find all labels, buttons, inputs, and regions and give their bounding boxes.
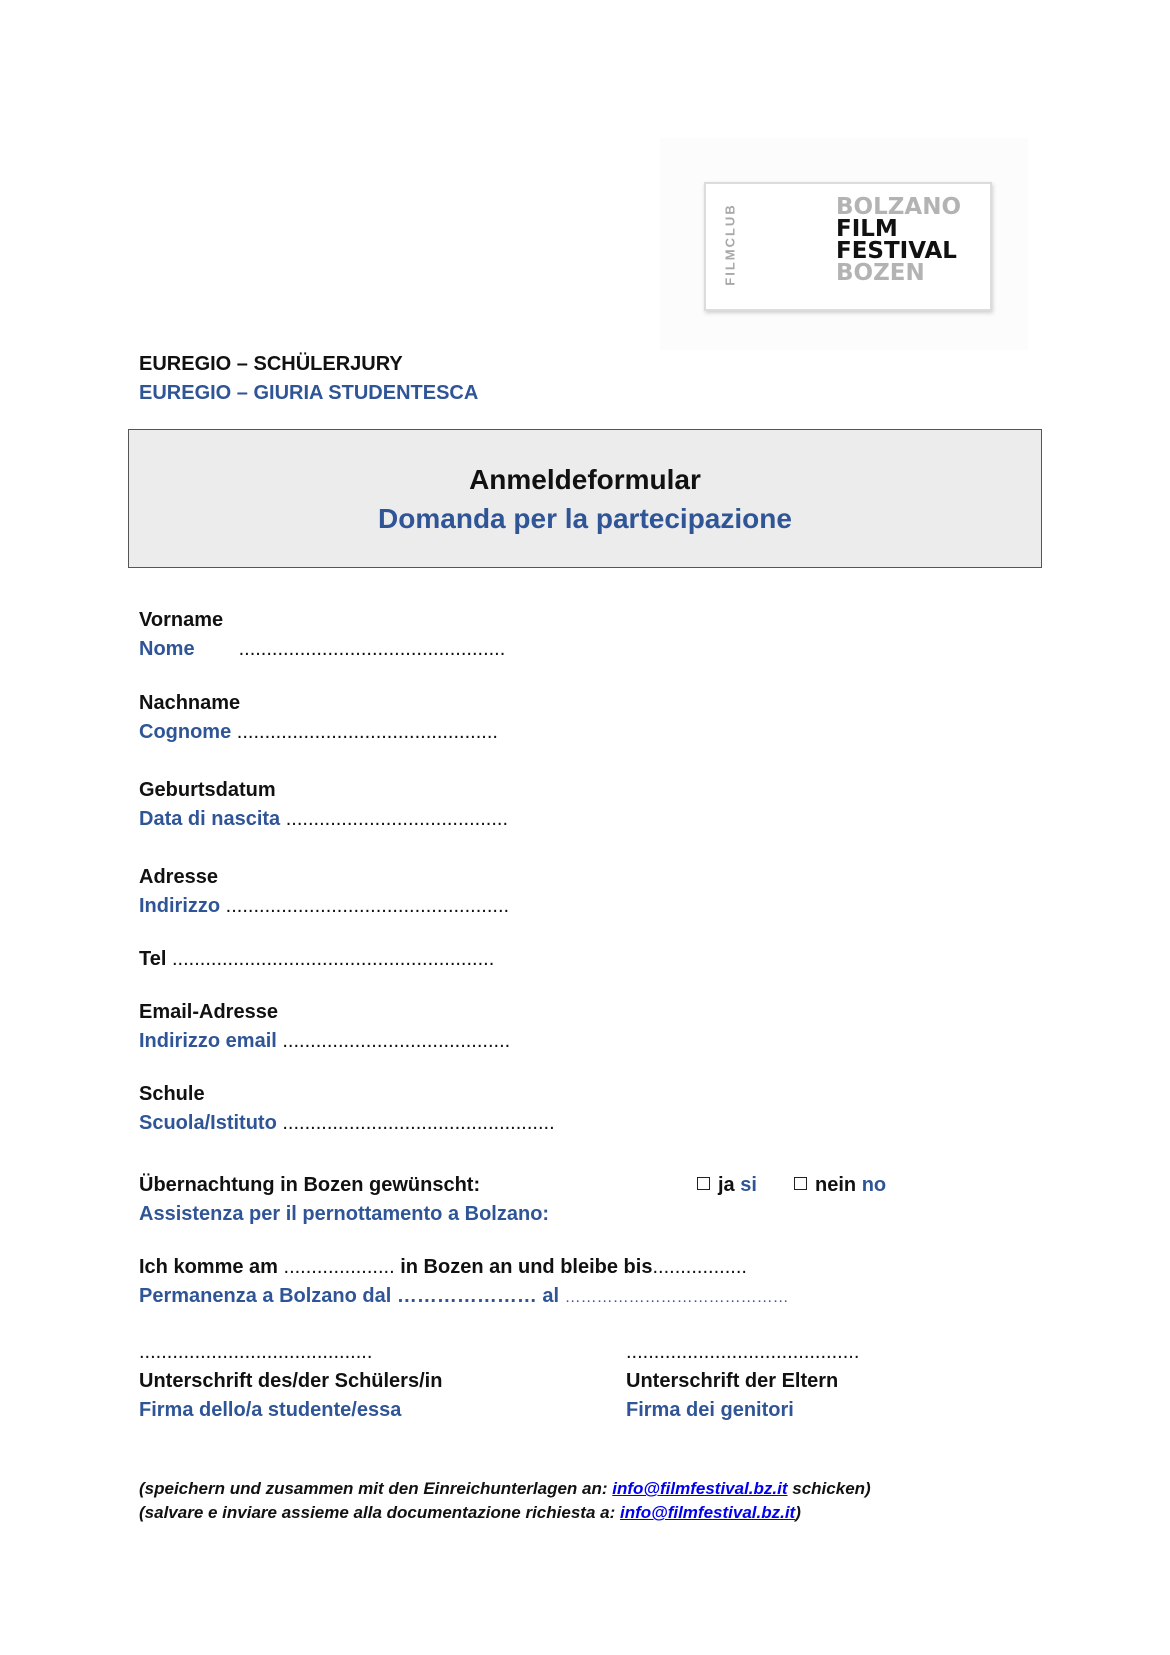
firstname-label-de: Vorname — [139, 609, 224, 631]
form-title-de: Anmeldeformular — [469, 464, 701, 495]
logo-line-1: BOLZANO — [836, 194, 962, 220]
email-label-de: Email-Adresse — [139, 1001, 278, 1023]
arrival-date-field[interactable]: .................... — [283, 1256, 395, 1278]
logo-line-3: FESTIVAL — [836, 238, 957, 264]
yes-label-de: ja — [718, 1174, 735, 1196]
tel-label: Tel — [139, 948, 167, 970]
firstname-label-it: Nome — [139, 638, 195, 660]
birthdate-label-it: Data di nascita — [139, 808, 281, 830]
email-link-de[interactable]: info@filmfestival.bz.it — [612, 1479, 788, 1498]
arrival-date-field-it[interactable]: ………………… — [396, 1285, 537, 1307]
stay-row-it — [139, 1285, 789, 1308]
overnight-no-option[interactable] — [794, 1174, 886, 1197]
parents-signature-label-de: Unterschrift der Eltern — [626, 1370, 839, 1392]
firstname-row — [139, 638, 505, 661]
school-field[interactable]: ................................................. — [282, 1112, 555, 1134]
footer-note-de: (speichern und zusammen mit den Einreichunterlagen an: info@filmfestival.bz.it schicken) — [139, 1479, 871, 1498]
logo-line-2: FILM — [836, 216, 898, 242]
stay-row-de — [139, 1256, 747, 1279]
departure-date-field[interactable]: ................. — [652, 1256, 747, 1278]
stay-to-label-it: al — [542, 1285, 560, 1307]
student-signature-line — [139, 1341, 372, 1364]
logo-side-label: FILMCLUB — [722, 202, 738, 286]
form-title-it: Domanda per la partecipazione — [378, 503, 792, 534]
school-label-de: Schule — [139, 1083, 205, 1105]
email-link-it[interactable]: info@filmfestival.bz.it — [619, 1503, 796, 1522]
parents-signature-label-it: Firma dei genitori — [626, 1399, 794, 1421]
email-row — [139, 1030, 510, 1053]
student-signature-field[interactable]: .......................................... — [139, 1341, 373, 1363]
address-row — [139, 895, 509, 918]
school-row — [139, 1112, 555, 1135]
lastname-label-de: Nachname — [139, 692, 241, 714]
lastname-field[interactable]: ............................................... — [236, 721, 498, 743]
address-field[interactable]: ................................................... — [225, 895, 510, 917]
yes-label-it: si — [740, 1174, 757, 1196]
parents-signature-field[interactable]: .......................................... — [626, 1341, 860, 1363]
school-label-it: Scuola/Istituto — [139, 1112, 277, 1134]
stay-from-label-it: Permanenza a Bolzano dal — [139, 1285, 392, 1307]
email-field[interactable]: ......................................... — [282, 1030, 511, 1052]
form-title-box — [128, 429, 1042, 568]
birthdate-row — [139, 808, 508, 831]
address-label-it: Indirizzo — [139, 895, 221, 917]
no-label-de: nein — [815, 1174, 857, 1196]
logo-wordmark — [836, 196, 961, 284]
parents-signature-line — [626, 1341, 859, 1364]
tel-field[interactable]: .......................................................... — [171, 948, 495, 970]
yes-checkbox[interactable] — [697, 1177, 710, 1190]
header-title-it: EUREGIO – GIURIA STUDENTESCA — [139, 382, 479, 404]
footer-note-it: (salvare e inviare assieme alla documentazione richiesta a: info@filmfestival.bz.it) — [139, 1503, 801, 1522]
birthdate-label-de: Geburtsdatum — [139, 779, 276, 801]
festival-logo — [704, 182, 992, 311]
departure-date-field-it[interactable]: …………………………………… — [564, 1289, 789, 1306]
lastname-label-it: Cognome — [139, 721, 232, 743]
student-signature-label-it: Firma dello/a studente/essa — [139, 1399, 402, 1421]
address-label-de: Adresse — [139, 866, 218, 888]
email-label-it: Indirizzo email — [139, 1030, 277, 1052]
stay-until-label: in Bozen an und bleibe bis — [400, 1256, 653, 1278]
logo-line-4: BOZEN — [836, 260, 925, 286]
birthdate-field[interactable]: ........................................ — [285, 808, 508, 830]
stay-arrive-label: Ich komme am — [139, 1256, 278, 1278]
overnight-question-de: Übernachtung in Bozen gewünscht: — [139, 1174, 481, 1196]
overnight-yes-option[interactable] — [697, 1174, 757, 1197]
no-checkbox[interactable] — [794, 1177, 807, 1190]
no-label-it: no — [861, 1174, 887, 1196]
lastname-row — [139, 721, 498, 744]
firstname-field[interactable]: ................................................ — [238, 638, 506, 660]
overnight-question-it: Assistenza per il pernottamento a Bolzano: — [139, 1203, 550, 1225]
tel-row — [139, 948, 494, 971]
student-signature-label-de: Unterschrift des/der Schülers/in — [139, 1370, 443, 1392]
header-title-de: EUREGIO – SCHÜLERJURY — [139, 353, 403, 375]
